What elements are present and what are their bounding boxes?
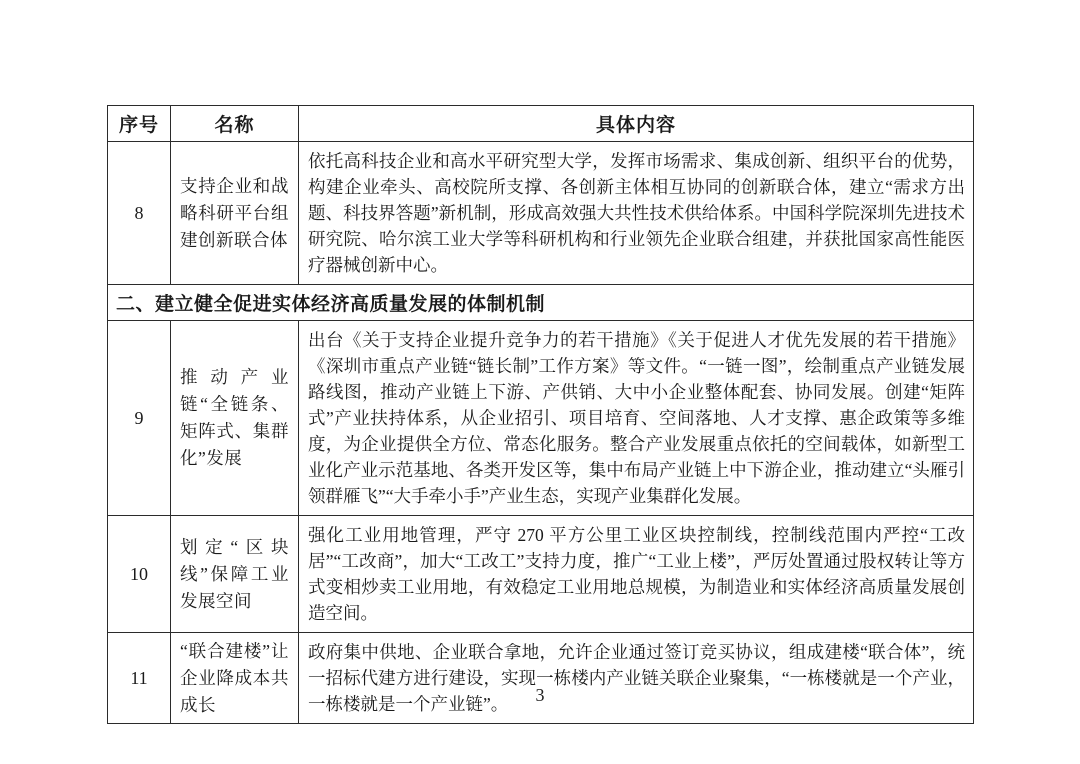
row-name: 支持企业和战略科研平台组建创新联合体 xyxy=(171,142,299,285)
table-row xyxy=(108,321,974,516)
row-content: 依托高科技企业和高水平研究型大学，发挥市场需求、集成创新、组织平台的优势，构建企业牵头、高校院所支撑、各创新主体相互协同的创新联合体，建立“需求方出题、科技界答题”新机制，形成高效强大共性技术供给体系。中国科学院深圳先进技术研究院、哈尔滨工业大学等科研机构和行业领先企业联合组建，并获批国家高性能医疗器械创新中心。 xyxy=(299,142,974,285)
table-row xyxy=(108,142,974,285)
row-name: 划定“区块线”保障工业发展空间 xyxy=(171,516,299,633)
row-content: 出台《关于支持企业提升竞争力的若干措施》《关于促进人才优先发展的若干措施》《深圳市重点产业链“链长制”工作方案》等文件。“一链一图”，绘制重点产业链发展路线图，推动产业链上下游、产供销、大中小企业整体配套、协同发展。创建“矩阵式”产业扶持体系，从企业招引、项目培育、空间落地、人才支撑、惠企政策等多维度，为企业提供全方位、常态化服务。整合产业发展重点依托的空间载体，如新型工业化产业示范基地、各类开发区等，集中布局产业链上中下游企业，推动建立“头雁引领群雁飞”“大手牵小手”产业生态，实现产业集群化发展。 xyxy=(299,321,974,516)
page-number: 3 xyxy=(535,685,545,705)
table-row xyxy=(108,516,974,633)
header-cell-content: 具体内容 xyxy=(299,106,974,142)
header-cell-number: 序号 xyxy=(108,106,171,142)
section-header-row xyxy=(108,285,974,321)
row-number: 10 xyxy=(108,516,171,633)
policy-measures-table xyxy=(107,105,974,724)
row-name: “联合建楼”让企业降成本共成长 xyxy=(171,633,299,724)
row-name: 推动产业链“全链条、矩阵式、集群化”发展 xyxy=(171,321,299,516)
section-header-title: 二、建立健全促进实体经济高质量发展的体制机制 xyxy=(108,285,974,321)
table-row xyxy=(108,633,974,724)
row-number: 8 xyxy=(108,142,171,285)
row-content: 强化工业用地管理，严守 270 平方公里工业区块控制线，控制线范围内严控“工改居”“工改商”，加大“工改工”支持力度，推广“工业上楼”，严厉处置通过股权转让等方式变相炒卖工业用地，有效稳定工业用地总规模，为制造业和实体经济高质量发展创造空间。 xyxy=(299,516,974,633)
row-number: 9 xyxy=(108,321,171,516)
table-header-row xyxy=(108,106,974,142)
row-content: 政府集中供地、企业联合拿地，允许企业通过签订竞买协议，组成建楼“联合体”，统一招标代建方进行建设，实现一栋楼内产业链关联企业聚集，“一栋楼就是一个产业，一栋楼就是一个产业链”。 xyxy=(299,633,974,724)
row-number: 11 xyxy=(108,633,171,724)
header-cell-name: 名称 xyxy=(171,106,299,142)
